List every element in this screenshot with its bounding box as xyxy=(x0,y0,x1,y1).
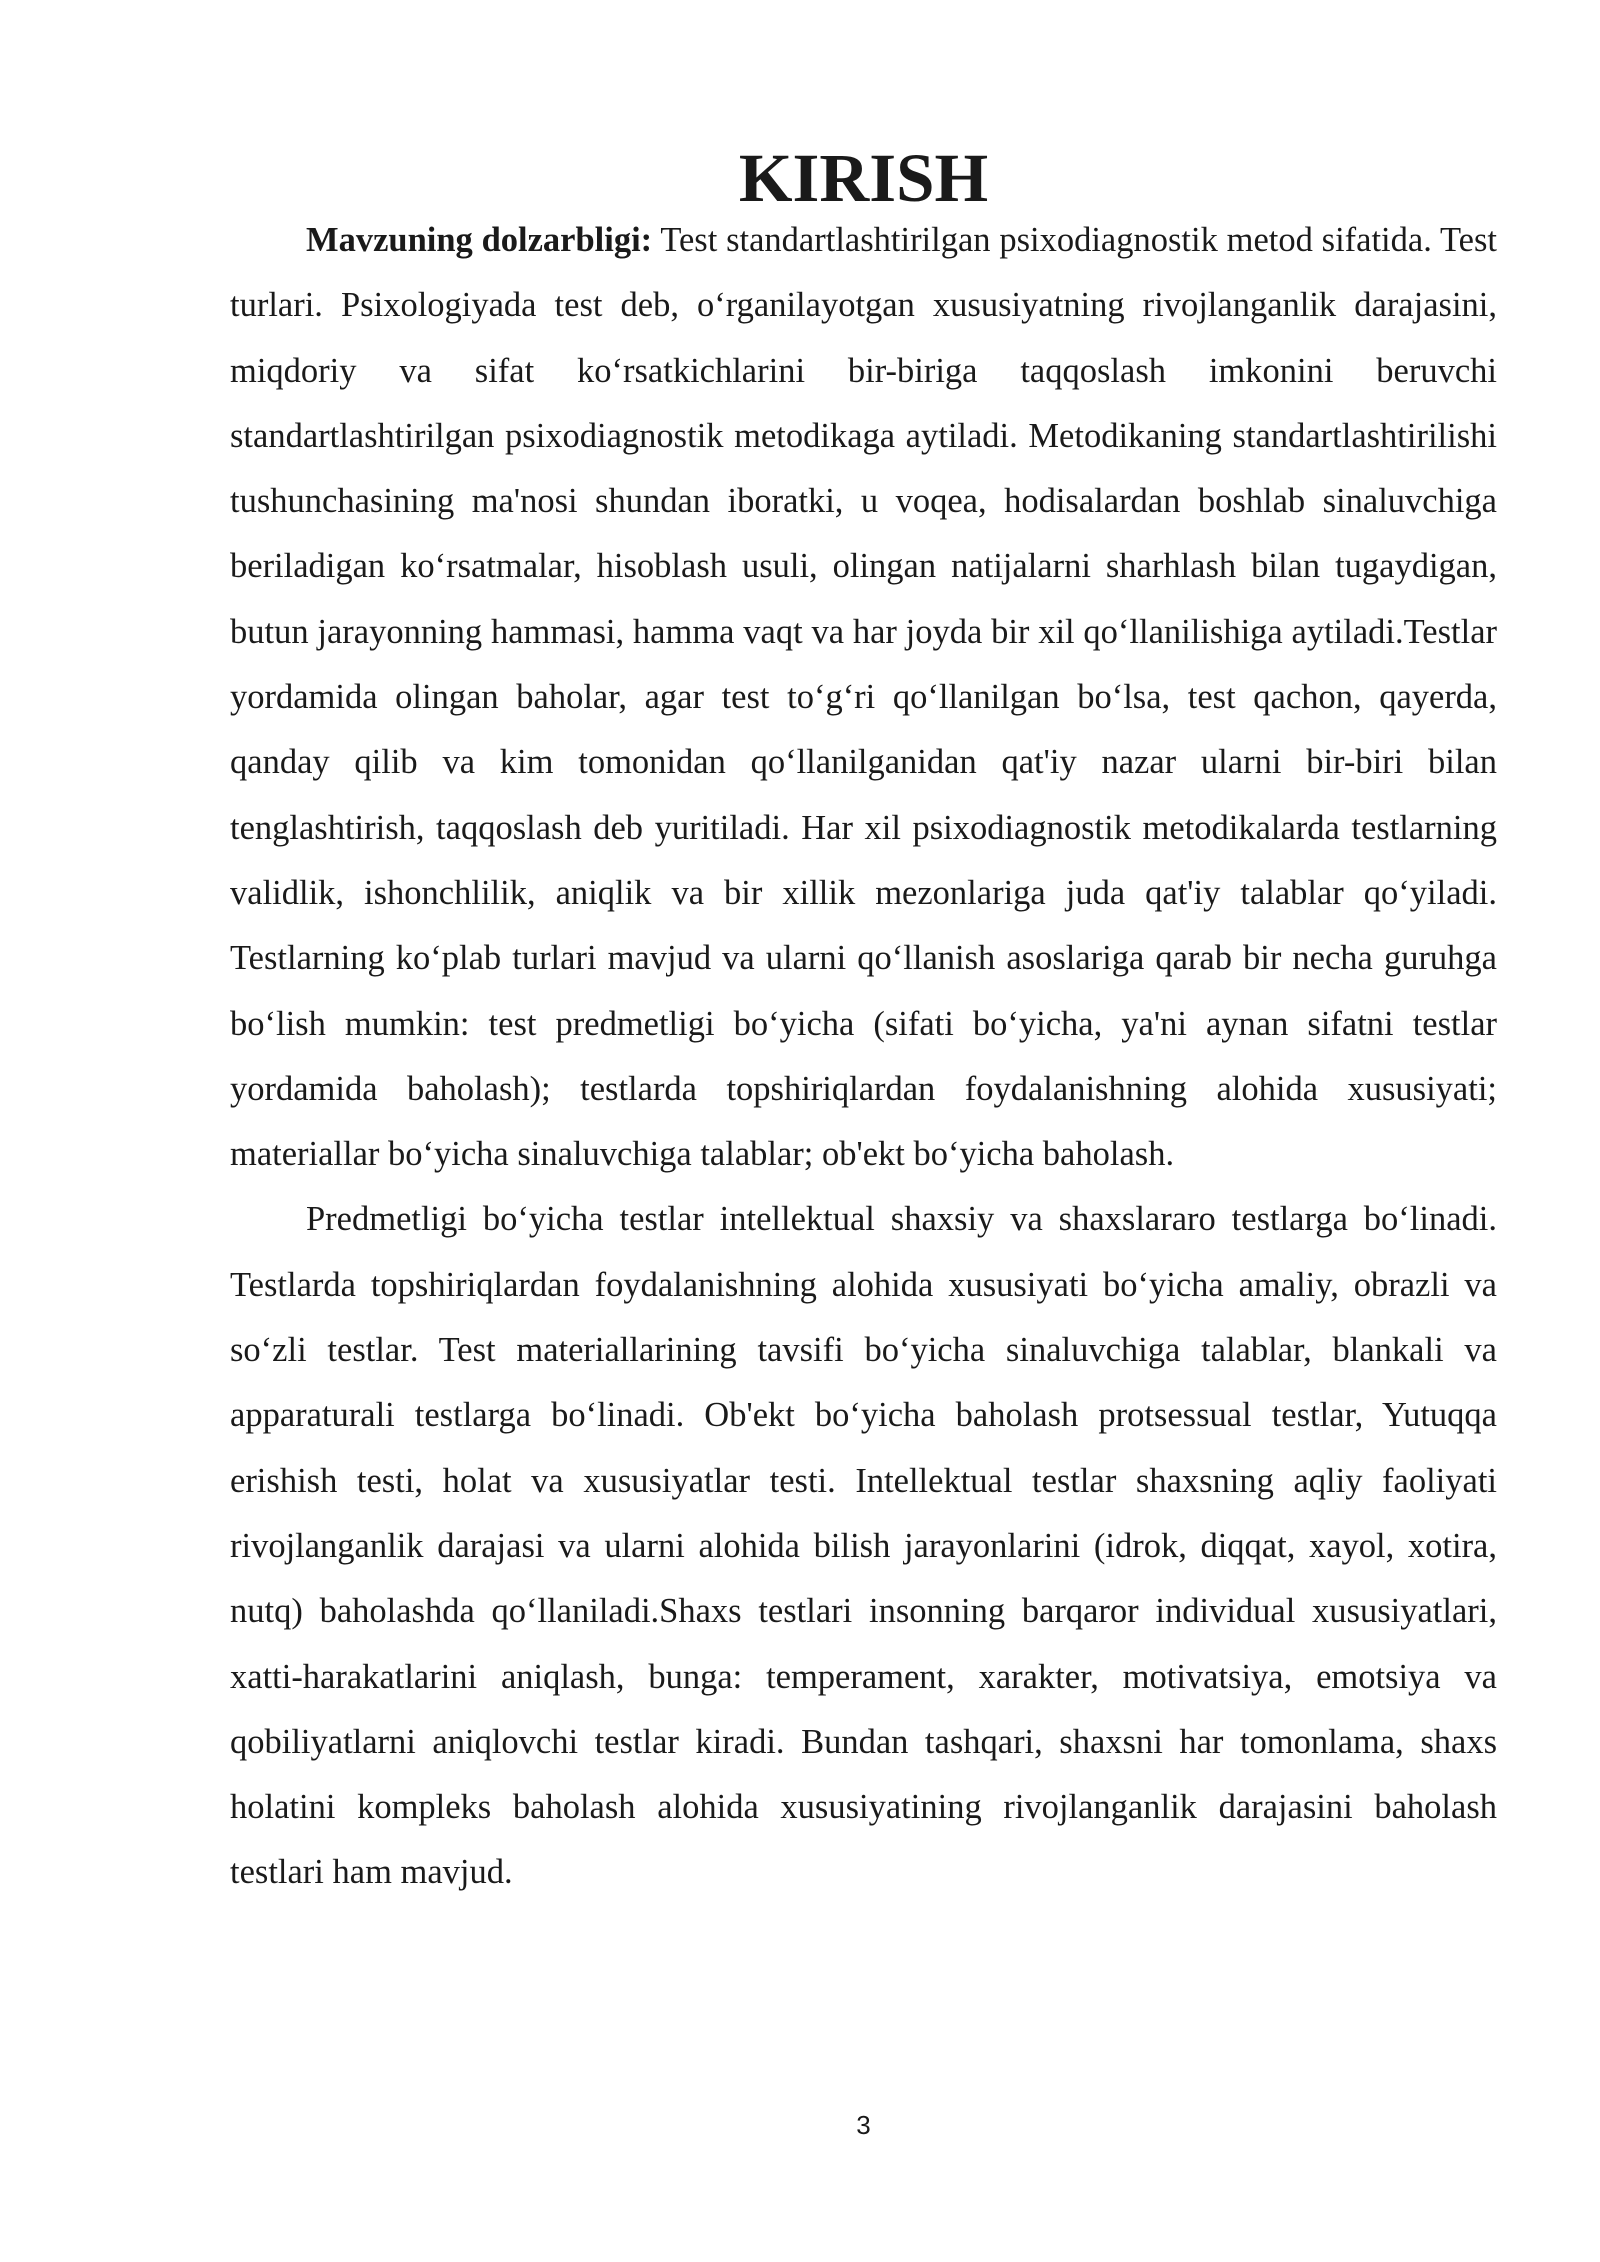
page-content xyxy=(230,140,1497,1906)
paragraph-relevance xyxy=(230,208,1497,1187)
section-heading: KIRISH xyxy=(738,140,989,216)
paragraph-body: Predmetligi bo‘yicha testlar intellektual shaxsiy va shaxslararo testlarga bo‘linadi. Testlarda topshiriqlardan foydalanishning alohida xususiyati bo‘yicha amaliy, obrazli va so‘zli testlar. Test materiallarining tavsifi bo‘yicha sinaluvchiga talablar, blankali va apparaturali testlarga bo‘linadi. Ob'ekt bo‘yicha baholash protsessual testlar, Yutuqqa erishish testi, holat va xususiyatlar testi. Intellektual testlar shaxsning aqliy faoliyati rivojlanganlik darajasi va ularni alohida bilish jarayonlarini (idrok, diqqat, xayol, xotira, nutq) baholashda qo‘llaniladi.Shaxs testlari insonning barqaror individual xususiyatlari, xatti-harakatlarini aniqlash, bunga: temperament, xarakter, motivatsiya, emotsiya va qobiliyatlarni aniqlovchi testlar kiradi. Bundan tashqari, shaxsni har tomonlama, shaxs holatini kompleks baholash alohida xususiyatining rivojlanganlik darajasini baholash testlari ham mavjud. xyxy=(230,1200,1497,1892)
paragraph-body: Test standartlashtirilgan psixodiagnostik metod sifatida. Test turlari. Psixologiyada test deb, o‘rganilayotgan xususiyatning rivojlanganlik darajasini, miqdoriy va sifat ko‘rsatkichlarini bir-biriga taqqoslash imkonini beruvchi standartlashtirilgan psixodiagnostik metodikaga aytiladi. Metodikaning standartlashtirilishi tushunchasining ma'nosi shundan iboratki, u voqea, hodisalardan boshlab sinaluvchiga beriladigan ko‘rsatmalar, hisoblash usuli, olingan natijalarni sharhlash bilan tugaydigan, butun jarayonning hammasi, hamma vaqt va har joyda bir xil qo‘llanilishiga aytiladi.Testlar yordamida olingan baholar, agar test to‘g‘ri qo‘llanilgan bo‘lsa, test qachon, qayerda, qanday qilib va kim tomonidan qo‘llanilganidan qat'iy nazar ularni bir-biri bilan tenglashtirish, taqqoslash deb yuritiladi. Har xil psixodiagnostik metodikalarda testlarning validlik, ishonchlilik, aniqlik va bir xillik mezonlariga juda qat'iy talablar qo‘yiladi. Testlarning ko‘plab turlari mavjud va ularni qo‘llanish asoslariga qarab bir necha guruhga bo‘lish mumkin: test predmetligi bo‘yicha (sifati bo‘yicha, ya'ni aynan sifatni testlar yordamida baholash); testlarda topshiriqlardan foydalanishning alohida xususiyati; materiallar bo‘yicha sinaluvchiga talablar; ob'ekt bo‘yicha baholash. xyxy=(230,221,1497,1174)
page-number: 3 xyxy=(856,2110,871,2140)
paragraph-test-types xyxy=(230,1187,1497,1905)
paragraph-lead: Mavzuning dolzarbligi: xyxy=(306,221,653,259)
